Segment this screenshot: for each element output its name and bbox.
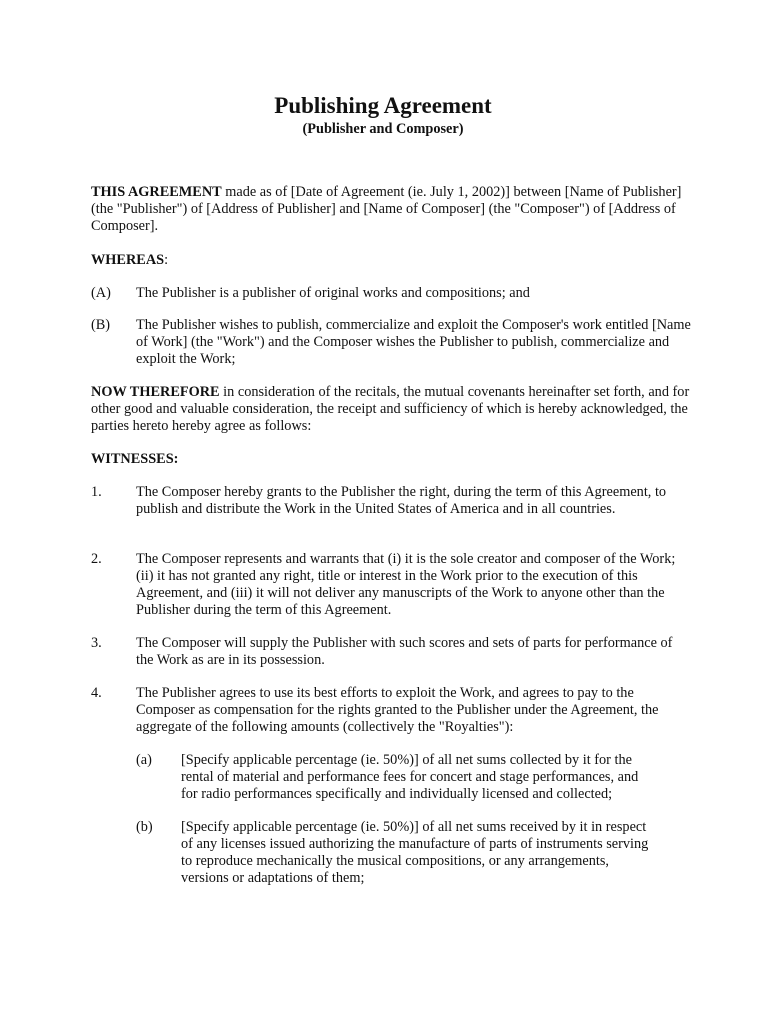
clause-number: 4. [91, 685, 102, 701]
clause-text: The Composer will supply the Publisher with such scores and sets of parts for performance of the Work as are in its possession. [136, 635, 673, 668]
recital-number: (B) [91, 317, 111, 333]
subclause-number: (a) [136, 752, 152, 768]
whereas-label: WHEREAS [91, 252, 165, 268]
whereas-heading [91, 252, 691, 269]
recital-text: The Publisher is a publisher of original works and compositions; and [136, 285, 530, 301]
clause-text: The Composer hereby grants to the Publisher the right, during the term of this Agreement, to publish and distribute the Work in the United States of America and in all countries. [136, 484, 667, 517]
document-title: Publishing Agreement [274, 93, 492, 118]
clause-text: The Publisher agrees to use its best efforts to exploit the Work, and agrees to pay to the Composer as compensation for the rights granted to the Publisher under the Agreement, the aggregate of the following amounts (collectively the "Royalties"): [136, 685, 659, 735]
clause-number: 1. [91, 484, 102, 500]
clause-text: The Composer represents and warrants that (i) it is the sole creator and composer of the Work; (ii) it has not granted any right, title or interest in the Work prior to the execution of this Agreement, and (iii) it will not deliver any manuscripts of the Work to anyone other than the Publisher during the term of this Agreement. [136, 551, 676, 618]
now-therefore-text: in consideration of the recitals, the mutual covenants hereinafter set forth, and for other good and valuable consideration, the receipt and sufficiency of which is hereby acknowledged, the parties hereto hereby agree as follows: [91, 384, 690, 434]
now-therefore-paragraph [91, 384, 691, 435]
intro-paragraph [91, 184, 691, 235]
clause-number: 3. [91, 635, 102, 651]
recital-number: (A) [91, 285, 111, 301]
document-subtitle: (Publisher and Composer) [302, 121, 464, 137]
witnesses-heading: WITNESSES: [91, 451, 179, 467]
recital-text: The Publisher wishes to publish, commercialize and exploit the Composer's work entitled [Name of Work] (the "Work") and the Composer wishes the Publisher to publish, commercialize and exploit the Work; [136, 317, 691, 367]
intro-lead: THIS AGREEMENT [91, 184, 222, 200]
clause-number: 2. [91, 551, 102, 567]
now-therefore-lead: NOW THEREFORE [91, 384, 220, 400]
subclause-text: [Specify applicable percentage (ie. 50%)] of all net sums received by it in respect of any licenses issued authorizing the manufacture of parts of instruments serving to reproduce mechanically the musical compositions, or any arrangements, versions or adaptations of them; [181, 819, 649, 886]
subclause-number: (b) [136, 819, 153, 835]
whereas-colon: : [164, 252, 169, 268]
subclause-text: [Specify applicable percentage (ie. 50%)] of all net sums collected by it for the rental of material and performance fees for concert and stage performances, and for radio performances specifically and individually licensed and collected; [181, 752, 639, 802]
intro-text: made as of [Date of Agreement (ie. July 1, 2002)] between [Name of Publisher] (the "Publisher") of [Address of Publisher] and [Name of Composer] (the "Composer") of [Address of Composer]. [91, 184, 682, 234]
